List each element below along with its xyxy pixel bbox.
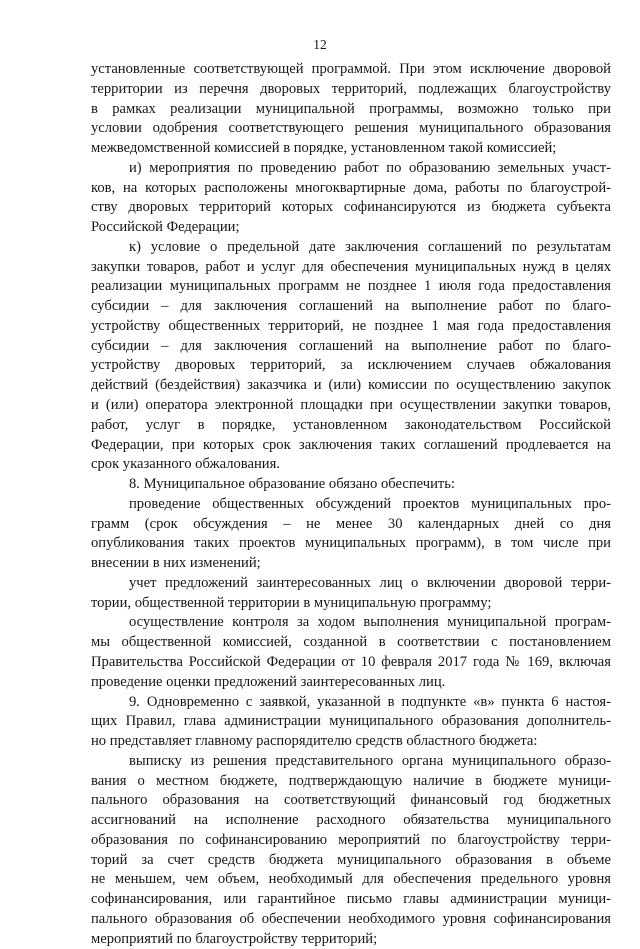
- text-line: территории из перечня дворовых территорий, подлежащих благоустройству: [91, 80, 611, 97]
- text-line: опубликования таких проектов муниципальных программ), в том числе при: [91, 535, 611, 552]
- text-line: срок указанного обжалования.: [91, 456, 280, 473]
- document-body: [91, 60, 611, 949]
- text-line: в рамках реализации муниципальной программы, возможно только при: [91, 100, 611, 117]
- text-line: субсидии – для заключения соглашений на выполнение работ по благо-: [91, 298, 611, 315]
- text-line: образования по софинансированию мероприятий по благоустройству терри-: [91, 831, 611, 848]
- text-line: межведомственной комиссией в порядке, установленном такой комиссией;: [91, 140, 557, 157]
- text-line: мы общественной комиссией, созданной в соответствии с постановлением: [91, 634, 611, 651]
- text-line: действий (бездействия) заказчика и (или) комиссии по осуществлению закупок: [91, 377, 611, 394]
- text-line: Российской Федерации;: [91, 219, 240, 236]
- text-line: ков, на которых расположены многоквартирные дома, работы по благоустрой-: [91, 179, 611, 196]
- text-line: внесении в них изменений;: [91, 555, 261, 572]
- text-line: вания о местном бюджете, подтверждающую наличие в бюджете муници-: [91, 772, 611, 789]
- text-line: закупки товаров, работ и услуг для обеспечения муниципальных нужд в целях: [91, 258, 611, 275]
- text-line: торий за счет средств бюджета муниципального образования в объеме: [91, 851, 611, 868]
- text-line: мероприятий по благоустройству территорий;: [91, 930, 378, 947]
- text-line: но представляет главному распорядителю средств областного бюджета:: [91, 733, 538, 750]
- text-line: 9. Одновременно с заявкой, указанной в подпункте «в» пункта 6 настоя-: [129, 693, 611, 710]
- text-line: проведение оценки предложений заинтересованных лиц.: [91, 673, 446, 690]
- text-line: пального образования на соответствующий финансовый год бюджетных: [91, 792, 611, 809]
- text-line: учет предложений заинтересованных лиц о включении дворовой терри-: [129, 574, 611, 591]
- page-number: 12: [313, 37, 327, 52]
- text-line: осуществление контроля за ходом выполнения муниципальной програм-: [129, 614, 611, 631]
- text-line: грамм (срок обсуждения – не менее 30 календарных дней со дня: [91, 515, 611, 532]
- text-line: условии одобрения соответствующего решения муниципального образования: [91, 120, 611, 137]
- text-line: к) условие о предельной дате заключения соглашений по результатам: [129, 238, 611, 255]
- text-line: Правительства Российской Федерации от 10 февраля 2017 года № 169, включая: [91, 653, 611, 670]
- text-line: пального образования об обеспечении необходимого уровня софинансирования: [91, 910, 611, 927]
- text-line: работ, услуг в порядке, установленном законодательством Российской: [91, 416, 611, 433]
- text-line: субсидии – для заключения соглашений на выполнение работ по благо-: [91, 337, 611, 354]
- text-line: щих Правил, глава администрации муниципального образования дополнитель-: [91, 713, 611, 730]
- text-line: выписку из решения представительного органа муниципального образо-: [129, 752, 611, 769]
- text-line: устройству дворовых территорий, за исключением случаев обжалования: [91, 357, 611, 374]
- text-line: и) мероприятия по проведению работ по образованию земельных участ-: [129, 159, 611, 176]
- text-line: ассигнований на исполнение расходного обязательства муниципального: [91, 812, 611, 829]
- text-line: Федерации, при которых срок заключения таких соглашений продлевается на: [91, 436, 611, 453]
- text-line: проведение общественных обсуждений проектов муниципальных про-: [129, 495, 611, 512]
- text-line: установленные соответствующей программой. При этом исключение дворовой: [91, 61, 611, 77]
- text-line: тории, общественной территории в муниципальную программу;: [91, 594, 492, 611]
- text-line: реализации муниципальных программ не позднее 1 июля года предоставления: [91, 278, 611, 295]
- text-line: и (или) оператора электронной площадки при осуществлении закупки товаров,: [91, 397, 611, 414]
- text-line: устройству общественных территорий, не позднее 1 мая года предоставления: [91, 317, 611, 334]
- text-line: софинансирования, или гарантийное письмо главы администрации муници-: [91, 891, 611, 908]
- text-line: 8. Муниципальное образование обязано обеспечить:: [129, 476, 455, 493]
- text-line: не меньшем, чем объем, необходимый для обеспечения предельного уровня: [91, 871, 611, 888]
- text-line: ству дворовых территорий которых софинансируются из бюджета субъекта: [91, 199, 611, 216]
